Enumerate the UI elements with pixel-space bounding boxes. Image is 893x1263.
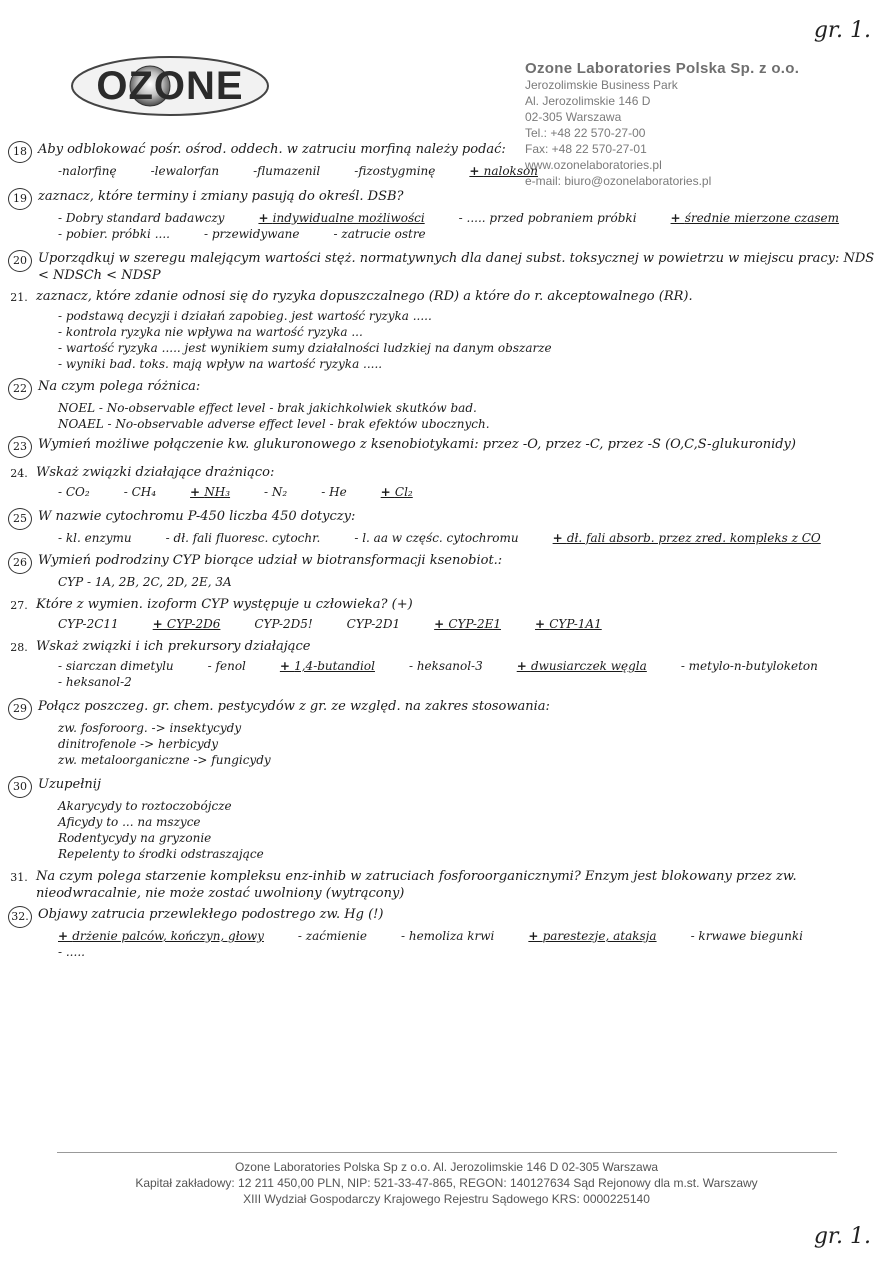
svg-text:OZONE: OZONE [96, 64, 244, 108]
answer-option: NOAEL - No-observable adverse effect level - brak efektów ubocznych. [58, 417, 490, 431]
answer-option: zw. metaloorganiczne -> fungicydy [58, 753, 271, 767]
question-block [8, 288, 888, 372]
answer-option: - wyniki bad. toks. mają wpływ na wartość ryzyka ..... [58, 357, 383, 371]
question-header [8, 288, 888, 308]
answer-marked-correct: + CYP-2E1 [434, 616, 501, 632]
answer-option: CYP - 1A, 2B, 2C, 2D, 2E, 3A [58, 575, 232, 589]
answer-marked-correct: + CYP-2D6 [153, 616, 221, 632]
answer-option: - heksanol-3 [408, 659, 483, 673]
answer-option: - hemoliza krwi [400, 929, 495, 943]
answer-option: - zatrucie ostre [333, 227, 426, 241]
answer-option: - kontrola ryzyka nie wpływa na wartość ryzyka ... [58, 325, 363, 339]
question-block [8, 188, 888, 242]
question-block [8, 141, 888, 179]
answer-option: - siarczan dimetylu [58, 659, 174, 673]
question-block [8, 596, 888, 632]
question-header [8, 436, 888, 458]
question-number: 25 [8, 508, 32, 530]
answer-marked-correct: + Cl₂ [381, 484, 413, 500]
question-text: Uzupełnij [38, 777, 101, 792]
question-block [8, 378, 888, 432]
question-header [8, 868, 888, 902]
question-block [8, 436, 888, 458]
question-text: zaznacz, które zdanie odnosi się do ryzyka dopuszczalnego (RD) a które do r. akceptowalnego (RR). [36, 289, 693, 304]
question-header [8, 250, 888, 284]
question-text: Wymień podrodziny CYP biorące udział w biotransformacji ksenobiot.: [38, 553, 503, 568]
answer-list [8, 658, 888, 690]
question-number: 29 [8, 698, 32, 720]
question-block [8, 250, 888, 284]
answer-marked-correct: + nalokson [469, 163, 538, 179]
question-block [8, 552, 888, 590]
answer-option: - heksanol-2 [58, 675, 132, 689]
question-text: Uporządkuj w szeregu malejącym wartości stęż. normatywnych dla danej subst. toksycznej w powietrzu w miejscu pracy: NDS < NDSCh < NDSP [38, 251, 875, 283]
question-text: zaznacz, które terminy i zmiany pasują do określ. DSB? [38, 189, 404, 204]
answer-list [8, 210, 888, 242]
question-text: Wskaż związki i ich prekursory działające [36, 639, 311, 654]
answer-option: - metylo-n-butyloketon [680, 659, 818, 673]
question-header [8, 508, 888, 530]
answer-marked-correct: + CYP-1A1 [535, 616, 602, 632]
answer-list [8, 400, 888, 432]
question-text: Wymień możliwe połączenie kw. glukuronowego z ksenobiotykami: przez -O, przez -C, przez -S (O,C,S-glukuronidy) [38, 437, 796, 452]
question-number: 20 [8, 250, 32, 272]
answer-option: - kl. enzymu [58, 531, 132, 545]
answer-option: -lewalorfan [150, 164, 220, 178]
question-text: Na czym polega starzenie kompleksu enz-inhib w zatruciach fosforoorganicznymi? Enzym jest blokowany przez zw. nieodwracalnie, nie może zostać uwolniony (wytrącony) [36, 869, 797, 901]
company-name: Ozone Laboratories Polska Sp. z o.o. [525, 60, 800, 77]
answer-marked-correct: + indywidualne możliwości [258, 210, 424, 226]
answer-list [8, 574, 888, 590]
question-text: Na czym polega różnica: [38, 379, 201, 394]
question-number: 24. [10, 467, 28, 480]
company-website: www.ozonelaboratories.pl [525, 158, 662, 172]
question-number: 26 [8, 552, 32, 574]
question-number: 32. [8, 906, 32, 928]
answer-list [8, 928, 888, 960]
question-header [8, 698, 888, 720]
answer-option: - ..... przed pobraniem próbki [458, 211, 637, 225]
answer-option: -flumazenil [253, 164, 321, 178]
question-header [8, 776, 888, 798]
question-text: Które z wymien. izoform CYP występuje u człowieka? (+) [36, 597, 413, 612]
question-number: 23 [8, 436, 32, 458]
answer-option: - ..... [58, 945, 85, 959]
question-header [8, 378, 888, 400]
question-number: 28. [10, 641, 28, 654]
answer-marked-correct: + dł. fali absorb. przez zred. kompleks z CO [553, 530, 821, 546]
question-text: Objawy zatrucia przewlekłego podostrego zw. Hg (!) [38, 907, 384, 922]
answer-option: - He [321, 485, 347, 499]
answer-option: NOEL - No-observable effect level - brak jakichkolwiek skutków bad. [58, 401, 477, 415]
ozone-logo [70, 55, 270, 117]
answer-option: - podstawą decyzji i działań zapobieg. jest wartość ryzyka ..... [58, 309, 432, 323]
question-number: 27. [10, 599, 28, 612]
question-header [8, 638, 888, 658]
answer-option: -nalorfinę [58, 164, 117, 178]
answer-option: CYP-2D1 [346, 617, 401, 631]
answer-option: - krwawe biegunki [690, 929, 803, 943]
question-header [8, 141, 888, 163]
answer-list [8, 798, 888, 862]
question-number: 30 [8, 776, 32, 798]
answer-marked-correct: + dwusiarczek węgla [517, 658, 647, 674]
question-block [8, 464, 888, 500]
answer-marked-correct: + NH₃ [190, 484, 230, 500]
question-block [8, 508, 888, 546]
company-email: e-mail: biuro@ozonelaboratories.pl [525, 174, 712, 188]
answer-list [8, 616, 888, 632]
answer-marked-correct: + parestezje, ataksja [528, 928, 656, 944]
answer-option: - fenol [207, 659, 246, 673]
answer-option: Akarycydy to roztoczobójcze [58, 799, 232, 813]
question-header [8, 552, 888, 574]
answer-option: - Dobry standard badawczy [58, 211, 225, 225]
answer-marked-correct: + drżenie palców, kończyn, głowy [58, 928, 264, 944]
question-header [8, 188, 888, 210]
company-address-line: Jerozolimskie Business Park [525, 78, 678, 92]
answer-list [8, 530, 888, 546]
letterhead-footer [0, 1152, 893, 1207]
answer-option: dinitrofenole -> herbicydy [58, 737, 219, 751]
question-block [8, 776, 888, 862]
question-block [8, 868, 888, 902]
answer-option: - l. aa w częśc. cytochromu [354, 531, 519, 545]
company-fax: Fax: +48 22 570-27-01 [525, 142, 647, 156]
question-text: Aby odblokować pośr. ośrod. oddech. w zatruciu morfiną należy podać: [38, 142, 506, 157]
footer-line: Ozone Laboratories Polska Sp z o.o. Al. Jerozolimskie 146 D 02-305 Warszawa [234, 1160, 659, 1174]
answer-option: CYP-2C11 [58, 617, 119, 631]
question-number: 21. [10, 291, 28, 304]
question-number: 22 [8, 378, 32, 400]
answer-option: Aficydy to ... na mszyce [58, 815, 201, 829]
question-block [8, 906, 888, 960]
company-address-line: Al. Jerozolimskie 146 D [525, 94, 651, 108]
footer-line: Kapitał zakładowy: 12 211 450,00 PLN, NIP: 521-33-47-865, REGON: 140127634 Sąd Rejonowy dla m.st. Warszawy [135, 1176, 758, 1190]
question-block [8, 698, 888, 768]
question-header [8, 464, 888, 484]
answer-option: CYP-2D5! [254, 617, 313, 631]
answer-marked-correct: + 1,4-butandiol [280, 658, 375, 674]
handwritten-notes [8, 133, 888, 960]
question-number: 18 [8, 141, 32, 163]
answer-list [8, 308, 888, 372]
answer-option: - przewidywane [203, 227, 300, 241]
answer-option: - wartość ryzyka ..... jest wynikiem sumy działalności ludzkiej na danym obszarze [58, 341, 552, 355]
answer-list [8, 163, 888, 179]
answer-option: zw. fosforoorg. -> insektycydy [58, 721, 242, 735]
question-number: 31. [10, 871, 28, 884]
company-address-line: 02-305 Warszawa [525, 110, 622, 124]
question-number: 19 [8, 188, 32, 210]
answer-option: - dł. fali fluoresc. cytochr. [165, 531, 321, 545]
question-text: Połącz poszczeg. gr. chem. pestycydów z gr. ze względ. na zakres stosowania: [38, 699, 550, 714]
answer-list [8, 484, 888, 500]
answer-marked-correct: + średnie mierzone czasem [671, 210, 839, 226]
answer-option: -fizostygminę [354, 164, 436, 178]
footer-line: XIII Wydział Gospodarczy Krajowego Rejestru Sądowego KRS: 0000225140 [243, 1192, 650, 1206]
footer-divider [57, 1152, 837, 1153]
answer-option: Rodentycydy na gryzonie [58, 831, 212, 845]
group-note-top: gr. 1. [813, 18, 871, 43]
answer-option: - CO₂ [58, 485, 90, 499]
question-text: Wskaż związki działające drażniąco: [36, 465, 275, 480]
answer-option: - CH₄ [123, 485, 157, 499]
group-note-bottom: gr. 1. [813, 1224, 871, 1249]
question-header [8, 906, 888, 928]
question-text: W nazwie cytochromu P-450 liczba 450 dotyczy: [38, 509, 356, 524]
question-block [8, 638, 888, 690]
question-header [8, 596, 888, 616]
answer-option: Repelenty to środki odstraszające [58, 847, 264, 861]
answer-option: - pobier. próbki .... [58, 227, 170, 241]
answer-option: - N₂ [264, 485, 288, 499]
answer-list [8, 720, 888, 768]
answer-option: - zaćmienie [297, 929, 367, 943]
company-phone: Tel.: +48 22 570-27-00 [525, 126, 646, 140]
